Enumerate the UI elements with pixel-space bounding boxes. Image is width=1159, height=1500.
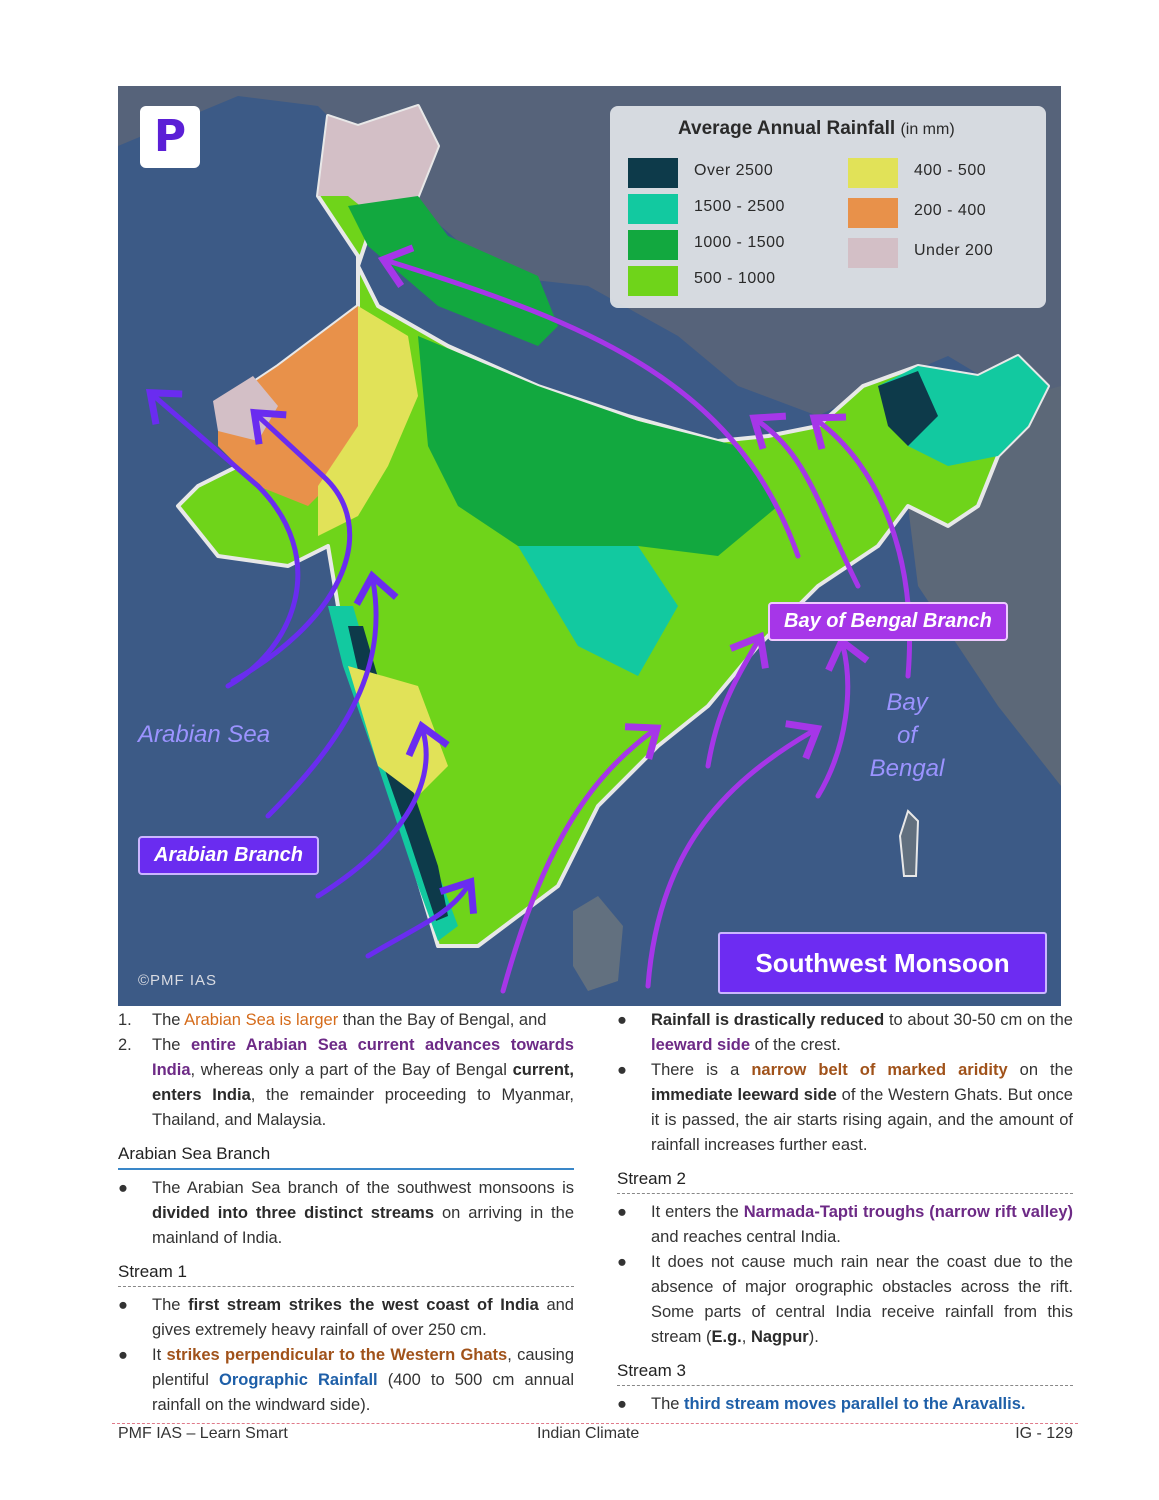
heading-stream-2: Stream 2 xyxy=(617,1166,1073,1194)
text: on the xyxy=(1007,1061,1073,1079)
legend-swatch xyxy=(848,198,898,228)
highlight: Orographic Rainfall xyxy=(218,1371,378,1389)
text: and gives extremely heavy rainfall of over 250 cm. xyxy=(152,1296,574,1339)
footer-left: PMF IAS – Learn Smart xyxy=(118,1425,288,1442)
bay-label-line: of xyxy=(896,722,917,749)
heading-arabian-sea-branch: Arabian Sea Branch xyxy=(118,1141,574,1170)
bullet-item xyxy=(617,1200,1073,1250)
legend-swatch xyxy=(848,158,898,188)
text: The xyxy=(152,1036,191,1054)
text: ). xyxy=(808,1328,819,1346)
bullet-item xyxy=(617,1250,1073,1350)
list-item xyxy=(118,1008,574,1033)
bullet: ● xyxy=(617,1061,627,1079)
bullet-item xyxy=(118,1293,574,1343)
legend-label: Over 2500 xyxy=(694,162,774,179)
bullet: ● xyxy=(617,1253,627,1271)
list-item xyxy=(118,1033,574,1133)
highlight: Arabian Sea is larger xyxy=(184,1011,339,1029)
legend-label: 1000 - 1500 xyxy=(694,234,785,251)
legend-swatch xyxy=(628,230,678,260)
bold-text: E.g. xyxy=(711,1328,742,1346)
legend-swatch xyxy=(628,194,678,224)
text: of the Western Ghats. But once it is passed, the air starts rising again, and the amount of rainfall increases further east. xyxy=(651,1086,1073,1154)
rainfall-map xyxy=(118,86,1061,1006)
list-number: 2. xyxy=(118,1036,132,1054)
footer-center: Indian Climate xyxy=(537,1425,640,1442)
legend-label: 500 - 1000 xyxy=(694,270,776,287)
text: It does not cause much rain near the coast due to the absence of major orographic obstacles across the rift. Some parts of central India receive rainfall from this stream ( xyxy=(651,1253,1073,1346)
text: (400 to 500 cm annual rainfall on the windward side). xyxy=(152,1371,575,1414)
highlight: strikes perpendicular to the Western Ghats xyxy=(166,1346,508,1364)
map-title: Southwest Monsoon xyxy=(718,932,1047,994)
text: than the Bay of Bengal, and xyxy=(338,1011,547,1029)
text: , whereas only a part of the Bay of Bengal xyxy=(190,1061,513,1079)
list-number: 1. xyxy=(118,1011,132,1029)
rainfall-legend xyxy=(610,106,1046,308)
footer-divider xyxy=(112,1423,1078,1424)
highlight: narrow belt of marked aridity xyxy=(751,1061,1008,1079)
legend-title-text: Average Annual Rainfall xyxy=(678,118,896,139)
arabian-branch-label: Arabian Branch xyxy=(138,836,319,875)
right-column xyxy=(617,1008,1073,1417)
left-column xyxy=(118,1008,574,1418)
highlight: Narmada-Tapti troughs (narrow rift valley) xyxy=(743,1203,1073,1221)
bullet-item xyxy=(617,1058,1073,1158)
bullet: ● xyxy=(617,1395,627,1413)
text: There is a xyxy=(651,1061,752,1079)
bullet: ● xyxy=(617,1203,627,1221)
bullet-item xyxy=(118,1176,574,1251)
text: The xyxy=(152,1011,185,1029)
text: of the crest. xyxy=(750,1036,841,1054)
legend-unit: (in mm) xyxy=(900,121,955,138)
heading-stream-1: Stream 1 xyxy=(118,1259,574,1287)
text: , xyxy=(741,1328,751,1346)
text: , causing plentiful xyxy=(152,1346,574,1389)
footer-page-number: IG - 129 xyxy=(1015,1425,1073,1442)
text: to about 30-50 cm on the xyxy=(884,1011,1073,1029)
legend-swatch xyxy=(848,238,898,268)
text: on arriving in the mainland of India. xyxy=(152,1204,574,1247)
text: and reaches central India. xyxy=(651,1228,841,1246)
legend-label: 1500 - 2500 xyxy=(694,198,785,215)
arabian-sea-label: Arabian Sea xyxy=(138,721,271,748)
highlight: leeward side xyxy=(651,1036,751,1054)
bold-text: immediate leeward side xyxy=(651,1086,837,1104)
text: , the remainder proceeding to Myanmar, Thailand, and Malaysia. xyxy=(152,1086,574,1129)
heading-stream-3: Stream 3 xyxy=(617,1358,1073,1386)
bullet: ● xyxy=(118,1296,128,1314)
pmf-logo: P xyxy=(140,106,200,168)
bold-text: Rainfall is drastically reduced xyxy=(651,1011,885,1029)
legend-label: 400 - 500 xyxy=(914,162,987,179)
bold-text: first stream strikes the west coast of India xyxy=(188,1296,539,1314)
bold-text: Nagpur xyxy=(750,1328,809,1346)
legend-title xyxy=(678,118,955,140)
copyright: ©PMF IAS xyxy=(138,972,218,989)
text: The xyxy=(152,1296,189,1314)
bullet: ● xyxy=(118,1179,128,1197)
text: It enters the xyxy=(651,1203,744,1221)
legend-swatch xyxy=(628,266,678,296)
legend-label: Under 200 xyxy=(914,242,994,259)
bay-label-line: Bay xyxy=(886,689,928,716)
bay-label-line: Bengal xyxy=(869,755,945,782)
bullet: ● xyxy=(118,1346,128,1364)
text: The xyxy=(651,1395,685,1413)
bullet-item xyxy=(118,1343,574,1418)
bold-text: current, enters India xyxy=(152,1061,574,1104)
bullet-item xyxy=(617,1008,1073,1058)
highlight: third stream moves parallel to the Aravallis. xyxy=(684,1395,1026,1413)
legend-label: 200 - 400 xyxy=(914,202,987,219)
legend-swatch xyxy=(628,158,678,188)
text: It xyxy=(152,1346,167,1364)
bay-branch-label: Bay of Bengal Branch xyxy=(768,602,1008,641)
bullet-item xyxy=(617,1392,1073,1417)
text: The Arabian Sea branch of the southwest monsoons is xyxy=(152,1179,574,1197)
bold-text: divided into three distinct streams xyxy=(152,1204,435,1222)
highlight: entire Arabian Sea current advances towards India xyxy=(152,1036,574,1079)
bay-of-bengal-label xyxy=(864,686,950,785)
bullet: ● xyxy=(617,1011,627,1029)
